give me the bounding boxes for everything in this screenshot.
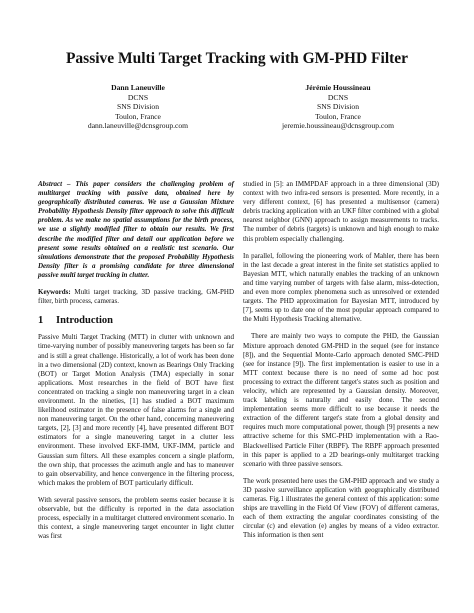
paper-title: Passive Multi Target Tracking with GM-PHD Filter	[65, 50, 409, 67]
author-block-2	[238, 83, 438, 131]
author-block-1	[38, 83, 238, 131]
body-paragraph: Passive Multi Target Tracking (MTT) in clutter with unknown and time-varying number of possibly maneuvering targets has been so far and is still a great challenge. Historically, a lot of work has been done in a two dimensional (2D) context, known as Bearings Only Tracking (BOT) or Target Motion Analysis (TMA) especially in sonar applications. Most researches in the field of BOT have first concentrated on tracking a single non maneuvering target in a clean environment. In the nineties, [1] has studied a BOT maximum likelihood estimator in the presence of false alarms for a single and non maneuvering target. On the other hand, concerning maneuvering targets, [2], [3] and more recently [4], have presented different BOT estimators for a single maneuvering target in a clutter less environment. These involved EKF-IMM, UKF-IMM, particle and Gaussian sum filters. All these examples concern a single platform, the own ship, that processes the azimuth angle and has to maneuver to gain observability, and hence convergence in the filtering process, which makes the problem of BOT particularly difficult.	[38, 333, 234, 487]
author-org: DCNS	[327, 92, 349, 102]
author-name: Dann Laneuville	[111, 83, 165, 92]
body-paragraph: In parallel, following the pioneering work of Mahler, there has been in the last decade a great interest in the finite set statistics applied to Bayesian MTT, which naturally enables the tracking of an unknown and time varying number of targets with false alarm, miss-detection, and even more complex phenomena such as unresolved or extended targets. The PHD approximation for Bayesian MTT, introduced by [7], seems up to date one of the most popular approach compared to the Multi Hypothesis Tracking alternative.	[243, 251, 439, 324]
section-number: 1	[38, 315, 44, 327]
keywords	[38, 288, 234, 306]
author-email[interactable]: jeremie.houssineau@dcnsgroup.com	[281, 121, 394, 131]
keywords-text: Multi target tracking, 3D passive tracking, GM-PHD filter, birth process, cameras.	[38, 288, 234, 306]
author-division: SNS Division	[117, 102, 159, 112]
abstract: Abstract – This paper considers the challenging problem of multitarget tracking with passive data, obtained here by geographically distributed cameras. We use a Gaussian Mixture Probability Hypothesis Density filter approach to solve this difficult problem. As we make no spatial assumptions for the birth process, we use a slightly modified filter to obtain our results. We first describe the modified filter and detail our application before we present some results obtained on a realistic test scenario. Our simulations demonstrate that the proposed Probability Hypothesis Density filter is a promising candidate for three dimensional passive multi target tracking in clutter.	[38, 180, 234, 279]
author-division: SNS Division	[317, 102, 359, 112]
body-paragraph: The work presented here uses the GM-PHD approach and we study a 3D passive surveillance application with geographically distributed cameras. Fig.1 illustrates the general context of this application: some ships are travelling in the Field Of View (FOV) of different cameras, each of them extracting the angular coordinates consisting of the circular (c) and elevation (e) angles by means of a video extractor. This information is then sent	[243, 476, 439, 540]
body-paragraph: studied in [5]: an IMMPDAF approach in a three dimensional (3D) context with two infra-red sensors is presented. More recently, in a very different context, [6] has presented a multisensor (camera) debris tracking application with an UKF filter combined with a global nearest neighbor (GNN) approach to assign measurements to tracks. The number of debris (targets) is unknown and high enough to make this problem especially challenging.	[243, 180, 439, 243]
body-paragraph: There are mainly two ways to compute the PHD, the Gaussian Mixture approach denoted GM-PHD in the sequel (see for instance [8]), and the Sequential Monte-Carlo approach denoted SMC-PHD (see for instance [9]). The first implementation is easier to use in a MTT context because there is no need of some ad hoc post processing to extract the different target's states such as position and velocity, which are represented by a Gaussian density. Moreover, track labeling is naturally and easily done. The second implementation seems more difficult to use because it needs the extraction of the different target's state from a global density and requires much more computational power, though [9] presents a new attractive scheme for this SMC-PHD implementation with a Rao-Blackwellised Particle Filter (RBPF). The RBPF approach presented in this paper is applied to a 2D bearings-only multitarget tracking scenario with three passive sensors.	[243, 332, 439, 468]
body-paragraph: With several passive sensors, the problem seems easier because it is observable, but the difficulty is reported in the data association process, especially in a multitarget cluttered environment scenario. In this context, a single maneuvering target encounter in light clutter was first	[38, 495, 234, 541]
author-org: DCNS	[127, 92, 149, 102]
left-column	[38, 180, 234, 549]
right-column	[243, 180, 439, 548]
section-title: Introduction	[56, 315, 113, 327]
author-email[interactable]: dann.laneuville@dcnsgroup.com	[87, 121, 189, 131]
author-name: Jérémie Houssineau	[305, 83, 371, 92]
keywords-label: Keywords:	[38, 288, 71, 297]
section-heading	[38, 316, 234, 325]
author-city: Toulon, France	[315, 111, 361, 121]
author-city: Toulon, France	[115, 111, 161, 121]
